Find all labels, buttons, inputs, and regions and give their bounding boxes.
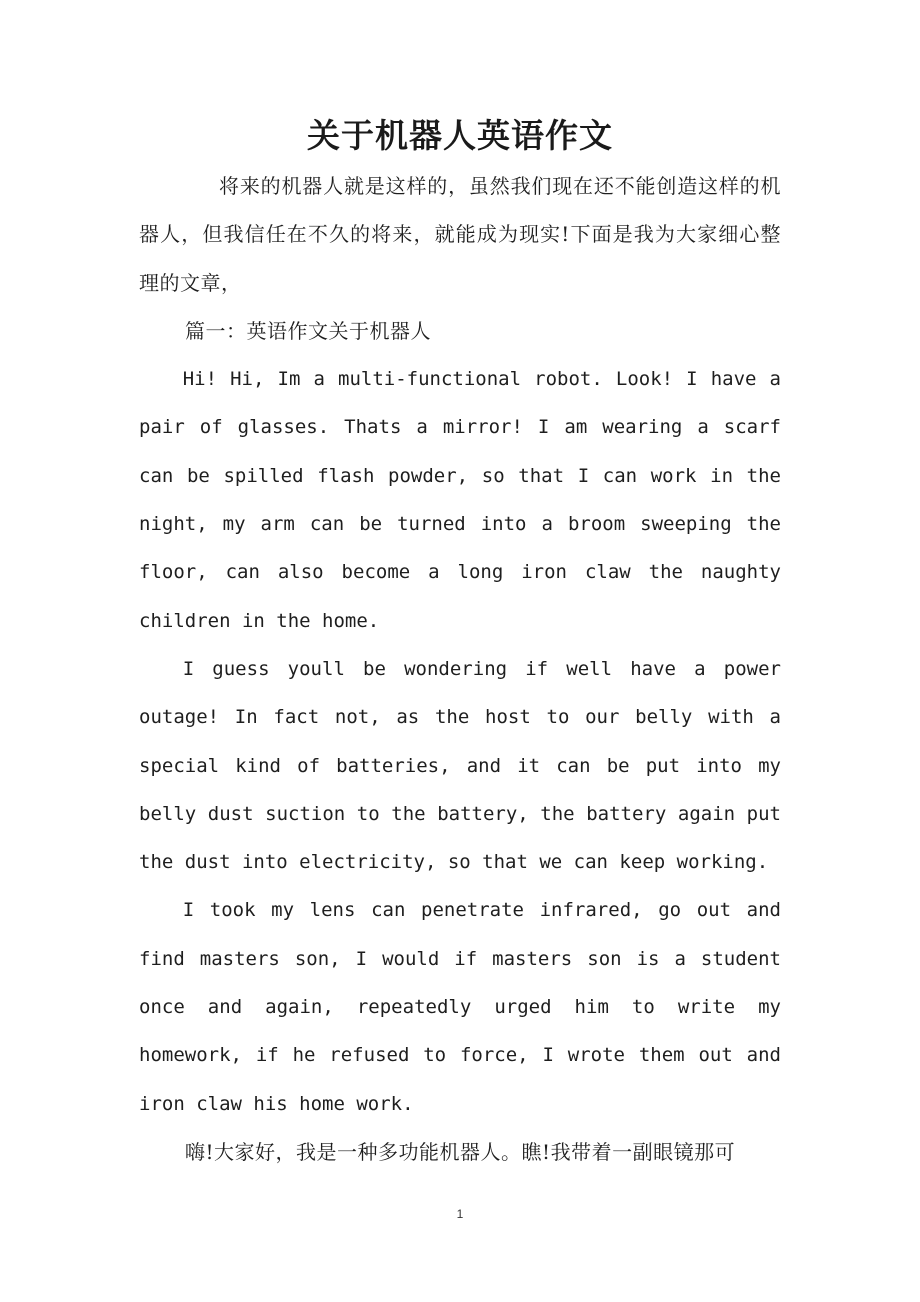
chinese-paragraph-1: 嗨!大家好，我是一种多功能机器人。瞧!我带着一副眼镜那可: [185, 1139, 736, 1164]
page-number: 1: [456, 1207, 464, 1221]
section-heading: 篇一：英语作文关于机器人: [185, 318, 431, 343]
document-title: 关于机器人英语作文: [307, 116, 613, 155]
english-paragraph-3: I took my lens can penetrate infrared, go out and find masters son, I would if masters son is a student once and again, repeatedly urged him to write my homework, if he refused to force, I wrote them out and iron claw his home work.: [139, 899, 781, 1115]
english-paragraph-1: Hi! Hi, Im a multi-functional robot. Look! I have a pair of glasses. Thats a mirror! I am wearing a scarf can be spilled flash powder, so that I can work in the night, my arm can be turned into a broom sweeping the floor, can also become a long iron claw the naughty children in the home.: [139, 368, 781, 632]
document-body: [139, 162, 781, 1176]
english-paragraph-2: I guess youll be wondering if well have a power outage! In fact not, as the host to our belly with a special kind of batteries, and it can be put into my belly dust suction to the battery, the battery again put the dust into electricity, so that we can keep working.: [139, 657, 781, 874]
intro-paragraph: 将来的机器人就是这样的，虽然我们现在还不能创造这样的机器人，但我信任在不久的将来，就能成为现实!下面是我为大家细心整理的文章，: [139, 174, 781, 295]
